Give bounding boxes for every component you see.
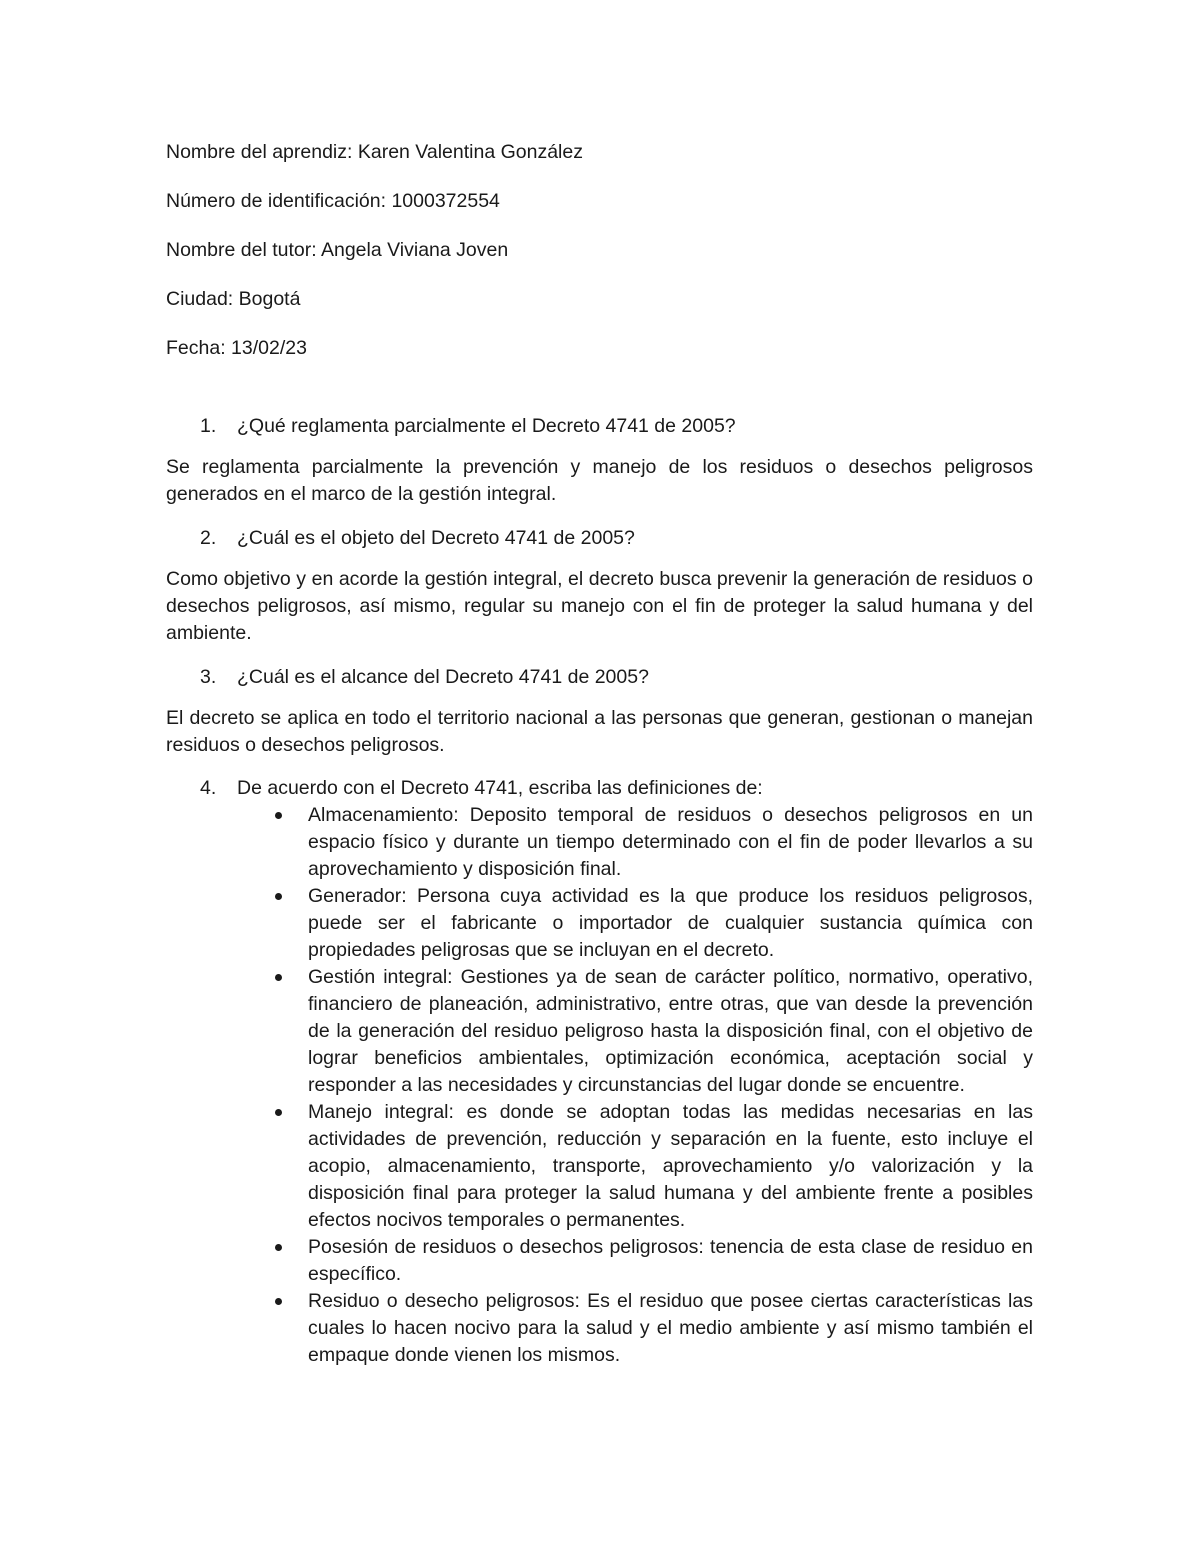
definition-text: Generador: Persona cuya actividad es la que produce los residuos peligrosos, puede ser el fabricante o importador de cualquier sustancia química con propiedades peligrosas que se incluyan en el decreto. xyxy=(308,885,1033,961)
question-2 xyxy=(166,524,1033,552)
answer-3: El decreto se aplica en todo el territorio nacional a las personas que generan, gestionan o manejan residuos o desechos peligrosos. xyxy=(166,707,1033,756)
list-item xyxy=(274,1099,1033,1234)
question-1 xyxy=(166,412,1033,440)
id-number: Número de identificación: 1000372554 xyxy=(166,190,500,212)
date: Fecha: 13/02/23 xyxy=(166,337,307,359)
question-text: De acuerdo con el Decreto 4741, escriba las definiciones de: xyxy=(237,777,763,799)
list-item xyxy=(274,883,1033,964)
tutor-name: Nombre del tutor: Angela Viviana Joven xyxy=(166,239,509,261)
question-text: ¿Cuál es el objeto del Decreto 4741 de 2005? xyxy=(237,527,635,549)
answer-2: Como objetivo y en acorde la gestión integral, el decreto busca prevenir la generación de residuos o desechos peligrosos, así mismo, regular su manejo con el fin de proteger la salud humana y del ambiente. xyxy=(166,568,1033,644)
definitions-list xyxy=(166,802,1033,1369)
list-item xyxy=(274,964,1033,1099)
question-number: 3. xyxy=(200,666,217,688)
city: Ciudad: Bogotá xyxy=(166,288,301,310)
answer-1: Se reglamenta parcialmente la prevención y manejo de los residuos o desechos peligrosos generados en el marco de la gestión integral. xyxy=(166,456,1033,505)
definition-text: Manejo integral: es donde se adoptan todas las medidas necesarias en las actividades de prevención, reducción y separación en la fuente, esto incluye el acopio, almacenamiento, transporte, aprovechamiento y/o valorización y la disposición final para proteger la salud humana y del ambiente frente a posibles efectos nocivos temporales o permanentes. xyxy=(308,1101,1033,1231)
question-number: 1. xyxy=(200,415,217,437)
question-number: 4. xyxy=(200,777,217,799)
definition-text: Posesión de residuos o desechos peligrosos: tenencia de esta clase de residuo en específico. xyxy=(308,1236,1033,1285)
document-header xyxy=(166,138,1033,362)
question-4 xyxy=(166,775,1033,802)
question-number: 2. xyxy=(200,527,217,549)
question-text: ¿Cuál es el alcance del Decreto 4741 de 2005? xyxy=(237,666,649,688)
list-item xyxy=(274,1234,1033,1288)
question-text: ¿Qué reglamenta parcialmente el Decreto 4741 de 2005? xyxy=(237,415,736,437)
list-item xyxy=(274,802,1033,883)
definition-text: Residuo o desecho peligrosos: Es el residuo que posee ciertas características las cuales lo hacen nocivo para la salud y el medio ambiente y así mismo también el empaque donde vienen los mismos. xyxy=(308,1290,1033,1366)
learner-name: Nombre del aprendiz: Karen Valentina González xyxy=(166,141,583,163)
definition-text: Almacenamiento: Deposito temporal de residuos o desechos peligrosos en un espacio físico y durante un tiempo determinado con el fin de poder llevarlos a su aprovechamiento y disposición final. xyxy=(308,804,1033,880)
definition-text: Gestión integral: Gestiones ya de sean de carácter político, normativo, operativo, financiero de planeación, administrativo, entre otras, que van desde la prevención de la generación del residuo peligroso hasta la disposición final, con el objetivo de lograr beneficios ambientales, optimización económica, aceptación social y responder a las necesidades y circunstancias del lugar donde se encuentre. xyxy=(308,966,1033,1096)
list-item xyxy=(274,1288,1033,1369)
question-3 xyxy=(166,663,1033,691)
document-page xyxy=(166,138,1033,1369)
